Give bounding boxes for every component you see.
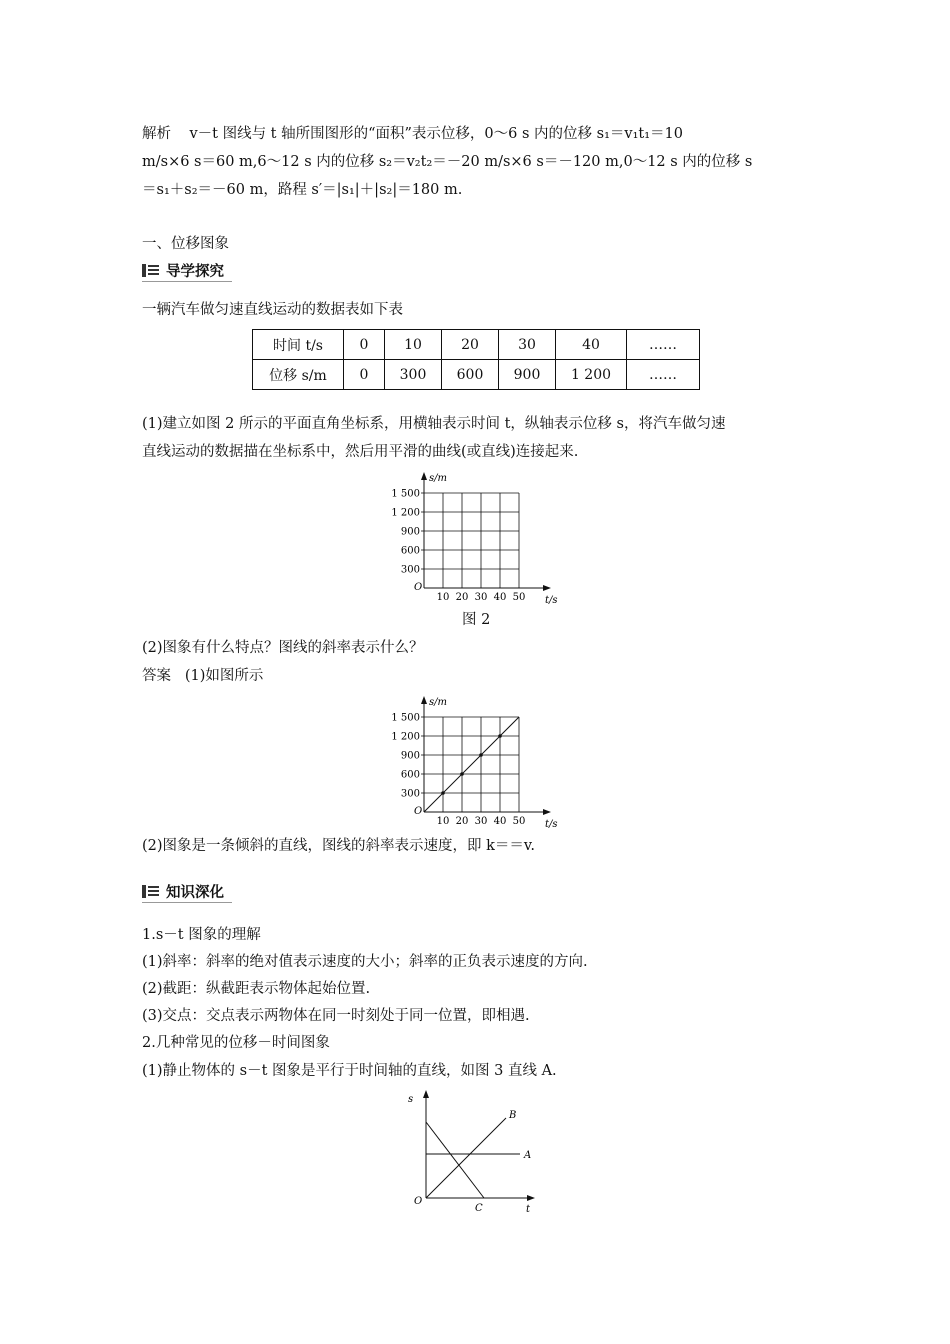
- line-a-label: A: [524, 1150, 532, 1161]
- knowledge-item: (1)静止物体的 s－t 图象是平行于时间轴的直线，如图 3 直线 A.: [142, 1063, 557, 1079]
- solution-line-2: m/s×6 s＝60 m,6～12 s 内的位移 s₂＝v₂t₂＝－20 m/s×6 s＝－120 m,0～12 s 内的位移 s: [142, 154, 753, 170]
- x-tick-label: 20: [455, 816, 469, 827]
- table-row: 位移 s/m 0 300 600 900 1 200 ……: [253, 360, 700, 390]
- bar-label: 导学探究: [166, 263, 224, 280]
- y-tick-label: 300: [400, 788, 420, 800]
- question-1-line-1: (1)建立如图 2 所示的平面直角坐标系，用横轴表示时间 t，纵轴表示位移 s，将汽车做匀速: [142, 416, 726, 432]
- answer-graph: [380, 694, 580, 829]
- y-tick-label: 300: [400, 564, 420, 576]
- y-axis-arrow: [421, 472, 427, 480]
- origin-label: O: [414, 582, 423, 593]
- data-point: [460, 772, 464, 776]
- x-tick-label: 30: [474, 592, 488, 603]
- data-point: [441, 791, 445, 795]
- x-tick-label: 20: [455, 592, 469, 603]
- question-2: (2)图象有什么特点？图线的斜率表示什么？: [142, 640, 424, 656]
- x-axis-label: t/s: [545, 819, 558, 829]
- knowledge-heading-1: 1.s－t 图象的理解: [142, 927, 261, 943]
- y-axis-label: s/m: [429, 697, 447, 708]
- bar-label: 知识深化: [166, 884, 224, 901]
- knowledge-item: (1)斜率：斜率的绝对值表示速度的大小；斜率的正负表示速度的方向.: [142, 954, 588, 970]
- figure-2-empty-grid: [380, 470, 580, 605]
- figure-2-caption: 图 2: [462, 612, 491, 628]
- y-tick-label: 900: [400, 750, 420, 762]
- solution-line-1: 解析 v－t 图线与 t 轴所围图形的“面积”表示位移，0～6 s 内的位移 s₁＝v₁t₁＝10: [142, 126, 684, 142]
- x-tick-label: 10: [436, 816, 450, 827]
- y-tick-label: 600: [400, 769, 420, 781]
- series-line: [424, 717, 519, 812]
- section-bar-guided-exploration: [142, 259, 224, 281]
- y-tick-label: 900: [400, 526, 420, 538]
- x-tick-label: 40: [493, 816, 507, 827]
- list-icon: [142, 264, 160, 277]
- line-b-label: B: [509, 1110, 517, 1121]
- x-axis-arrow: [543, 585, 551, 591]
- x-tick-label: 10: [436, 592, 450, 603]
- line-c: [426, 1122, 484, 1198]
- y-tick-label: 1 500: [391, 712, 420, 724]
- y-tick-label: 600: [400, 545, 420, 557]
- answer-line-1: 答案 (1)如图所示: [142, 668, 264, 684]
- y-axis-arrow: [423, 1090, 429, 1098]
- list-icon: [142, 885, 160, 898]
- figure-3: [408, 1090, 543, 1215]
- solution-label: 解析: [142, 126, 171, 142]
- y-tick-label: 1 500: [391, 488, 420, 500]
- answer-label: 答案: [142, 668, 171, 684]
- section-bar-knowledge: [142, 880, 224, 902]
- question-1-line-2: 直线运动的数据描在坐标系中，然后用平滑的曲线(或直线)连接起来.: [142, 444, 579, 460]
- x-tick-label: 50: [512, 592, 526, 603]
- line-c-label: C: [475, 1203, 483, 1214]
- knowledge-item: (3)交点：交点表示两物体在同一时刻处于同一位置，即相遇.: [142, 1008, 530, 1024]
- x-tick-label: 50: [512, 816, 526, 827]
- answer-line-2: (2)图象是一条倾斜的直线，图线的斜率表示速度，即 k＝＝v.: [142, 838, 536, 854]
- y-axis-label: s/m: [429, 473, 447, 484]
- origin-label: O: [414, 806, 423, 817]
- solution-line-3: ＝s₁＋s₂＝－60 m，路程 s′＝|s₁|＋|s₂|＝180 m.: [142, 182, 463, 198]
- data-point: [479, 753, 483, 757]
- x-axis-label: t/s: [545, 595, 558, 605]
- line-b: [426, 1118, 506, 1198]
- section-title: 一、位移图象: [142, 236, 229, 252]
- origin-label: O: [414, 1196, 423, 1207]
- data-point: [498, 734, 502, 738]
- knowledge-heading-2: 2.几种常见的位移－时间图象: [142, 1035, 330, 1051]
- y-tick-label: 1 200: [391, 507, 420, 519]
- knowledge-item: (2)截距：纵截距表示物体起始位置.: [142, 981, 371, 997]
- x-tick-label: 40: [493, 592, 507, 603]
- x-tick-label: 30: [474, 816, 488, 827]
- x-axis-arrow: [543, 809, 551, 815]
- y-tick-label: 1 200: [391, 731, 420, 743]
- intro-text: 一辆汽车做匀速直线运动的数据表如下表: [142, 302, 403, 318]
- table-row: 时间 t/s 0 10 20 30 40 ……: [253, 330, 700, 360]
- x-axis-arrow: [527, 1195, 535, 1201]
- x-label: t: [526, 1204, 531, 1215]
- y-axis-arrow: [421, 696, 427, 704]
- data-table: [252, 329, 700, 390]
- y-label: s: [408, 1094, 414, 1105]
